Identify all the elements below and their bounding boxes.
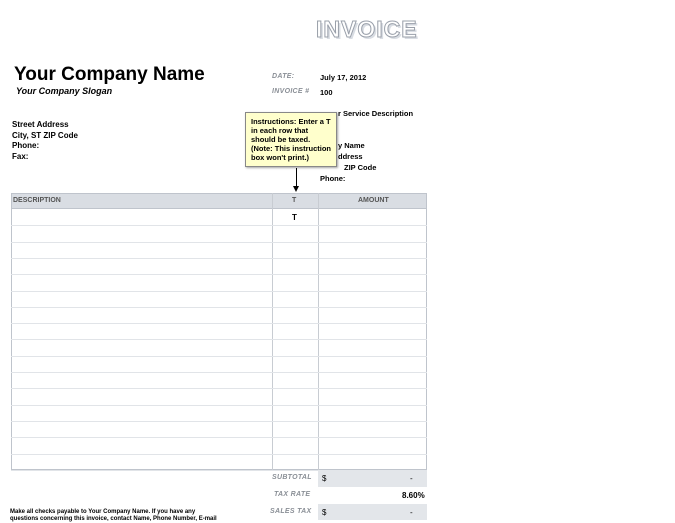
subtotal-label: SUBTOTAL bbox=[272, 474, 312, 481]
table-row[interactable] bbox=[11, 405, 427, 406]
company-fax: Fax: bbox=[12, 151, 29, 161]
table-row[interactable] bbox=[11, 242, 427, 243]
bill-to-city: ZIP Code bbox=[344, 163, 377, 172]
company-address-block bbox=[12, 120, 78, 162]
tax-rate-label: TAX RATE bbox=[274, 491, 311, 498]
tax-rate-value[interactable]: 8.60% bbox=[402, 491, 425, 500]
company-street: Street Address bbox=[12, 120, 69, 129]
invoice-number-label: INVOICE # bbox=[272, 88, 310, 95]
bill-to-phone: Phone: bbox=[320, 174, 346, 183]
invoice-title: INVOICE bbox=[316, 16, 418, 42]
table-row[interactable] bbox=[11, 388, 427, 389]
column-header-taxable: T bbox=[292, 197, 297, 204]
bill-to-address: ddress bbox=[338, 152, 363, 161]
table-row[interactable] bbox=[11, 437, 427, 438]
table-row[interactable] bbox=[11, 307, 427, 308]
sales-tax-label: SALES TAX bbox=[270, 508, 312, 515]
subtotal-value: - bbox=[410, 474, 413, 483]
date-value: July 17, 2012 bbox=[320, 73, 367, 82]
taxable-marker[interactable]: T bbox=[292, 213, 297, 222]
line-items-table bbox=[11, 193, 427, 470]
footer-note bbox=[10, 509, 217, 523]
tooltip-arrow-line bbox=[296, 168, 297, 188]
table-row[interactable] bbox=[11, 454, 427, 455]
company-name: Your Company Name bbox=[14, 64, 205, 85]
sales-tax-value: - bbox=[410, 508, 413, 517]
company-phone: Phone: bbox=[12, 141, 40, 150]
table-row[interactable] bbox=[11, 421, 427, 422]
company-slogan: Your Company Slogan bbox=[16, 86, 113, 96]
company-city: City, ST ZIP Code bbox=[12, 130, 78, 140]
table-row[interactable] bbox=[11, 372, 427, 373]
tooltip-arrow-head bbox=[293, 186, 299, 192]
date-label: DATE: bbox=[272, 73, 295, 80]
table-row[interactable] bbox=[11, 323, 427, 324]
column-header-amount: AMOUNT bbox=[358, 197, 389, 204]
instruction-tooltip: Instructions: Enter a T in each row that should be taxed. (Note: This instruction box won't print.) bbox=[245, 112, 337, 167]
footer-note-line-2: questions concerning this invoice, contact Name, Phone Number, E-mail bbox=[10, 516, 217, 522]
table-row[interactable] bbox=[11, 274, 427, 275]
invoice-number-value: 100 bbox=[320, 88, 333, 97]
column-divider-amount bbox=[318, 193, 319, 470]
bill-to-name: y Name bbox=[338, 141, 365, 150]
sales-tax-currency: $ bbox=[322, 508, 327, 517]
table-row[interactable] bbox=[11, 225, 427, 226]
table-row[interactable] bbox=[11, 356, 427, 357]
subtotal-currency: $ bbox=[322, 474, 327, 483]
table-row[interactable] bbox=[11, 339, 427, 340]
table-row[interactable] bbox=[11, 258, 427, 259]
footer-note-line-1: Make all checks payable to Your Company Name. If you have any bbox=[10, 509, 196, 515]
column-divider-t bbox=[272, 193, 273, 470]
column-header-description: DESCRIPTION bbox=[13, 197, 61, 204]
for-service-description: r Service Description bbox=[338, 109, 414, 118]
table-row[interactable] bbox=[11, 291, 427, 292]
